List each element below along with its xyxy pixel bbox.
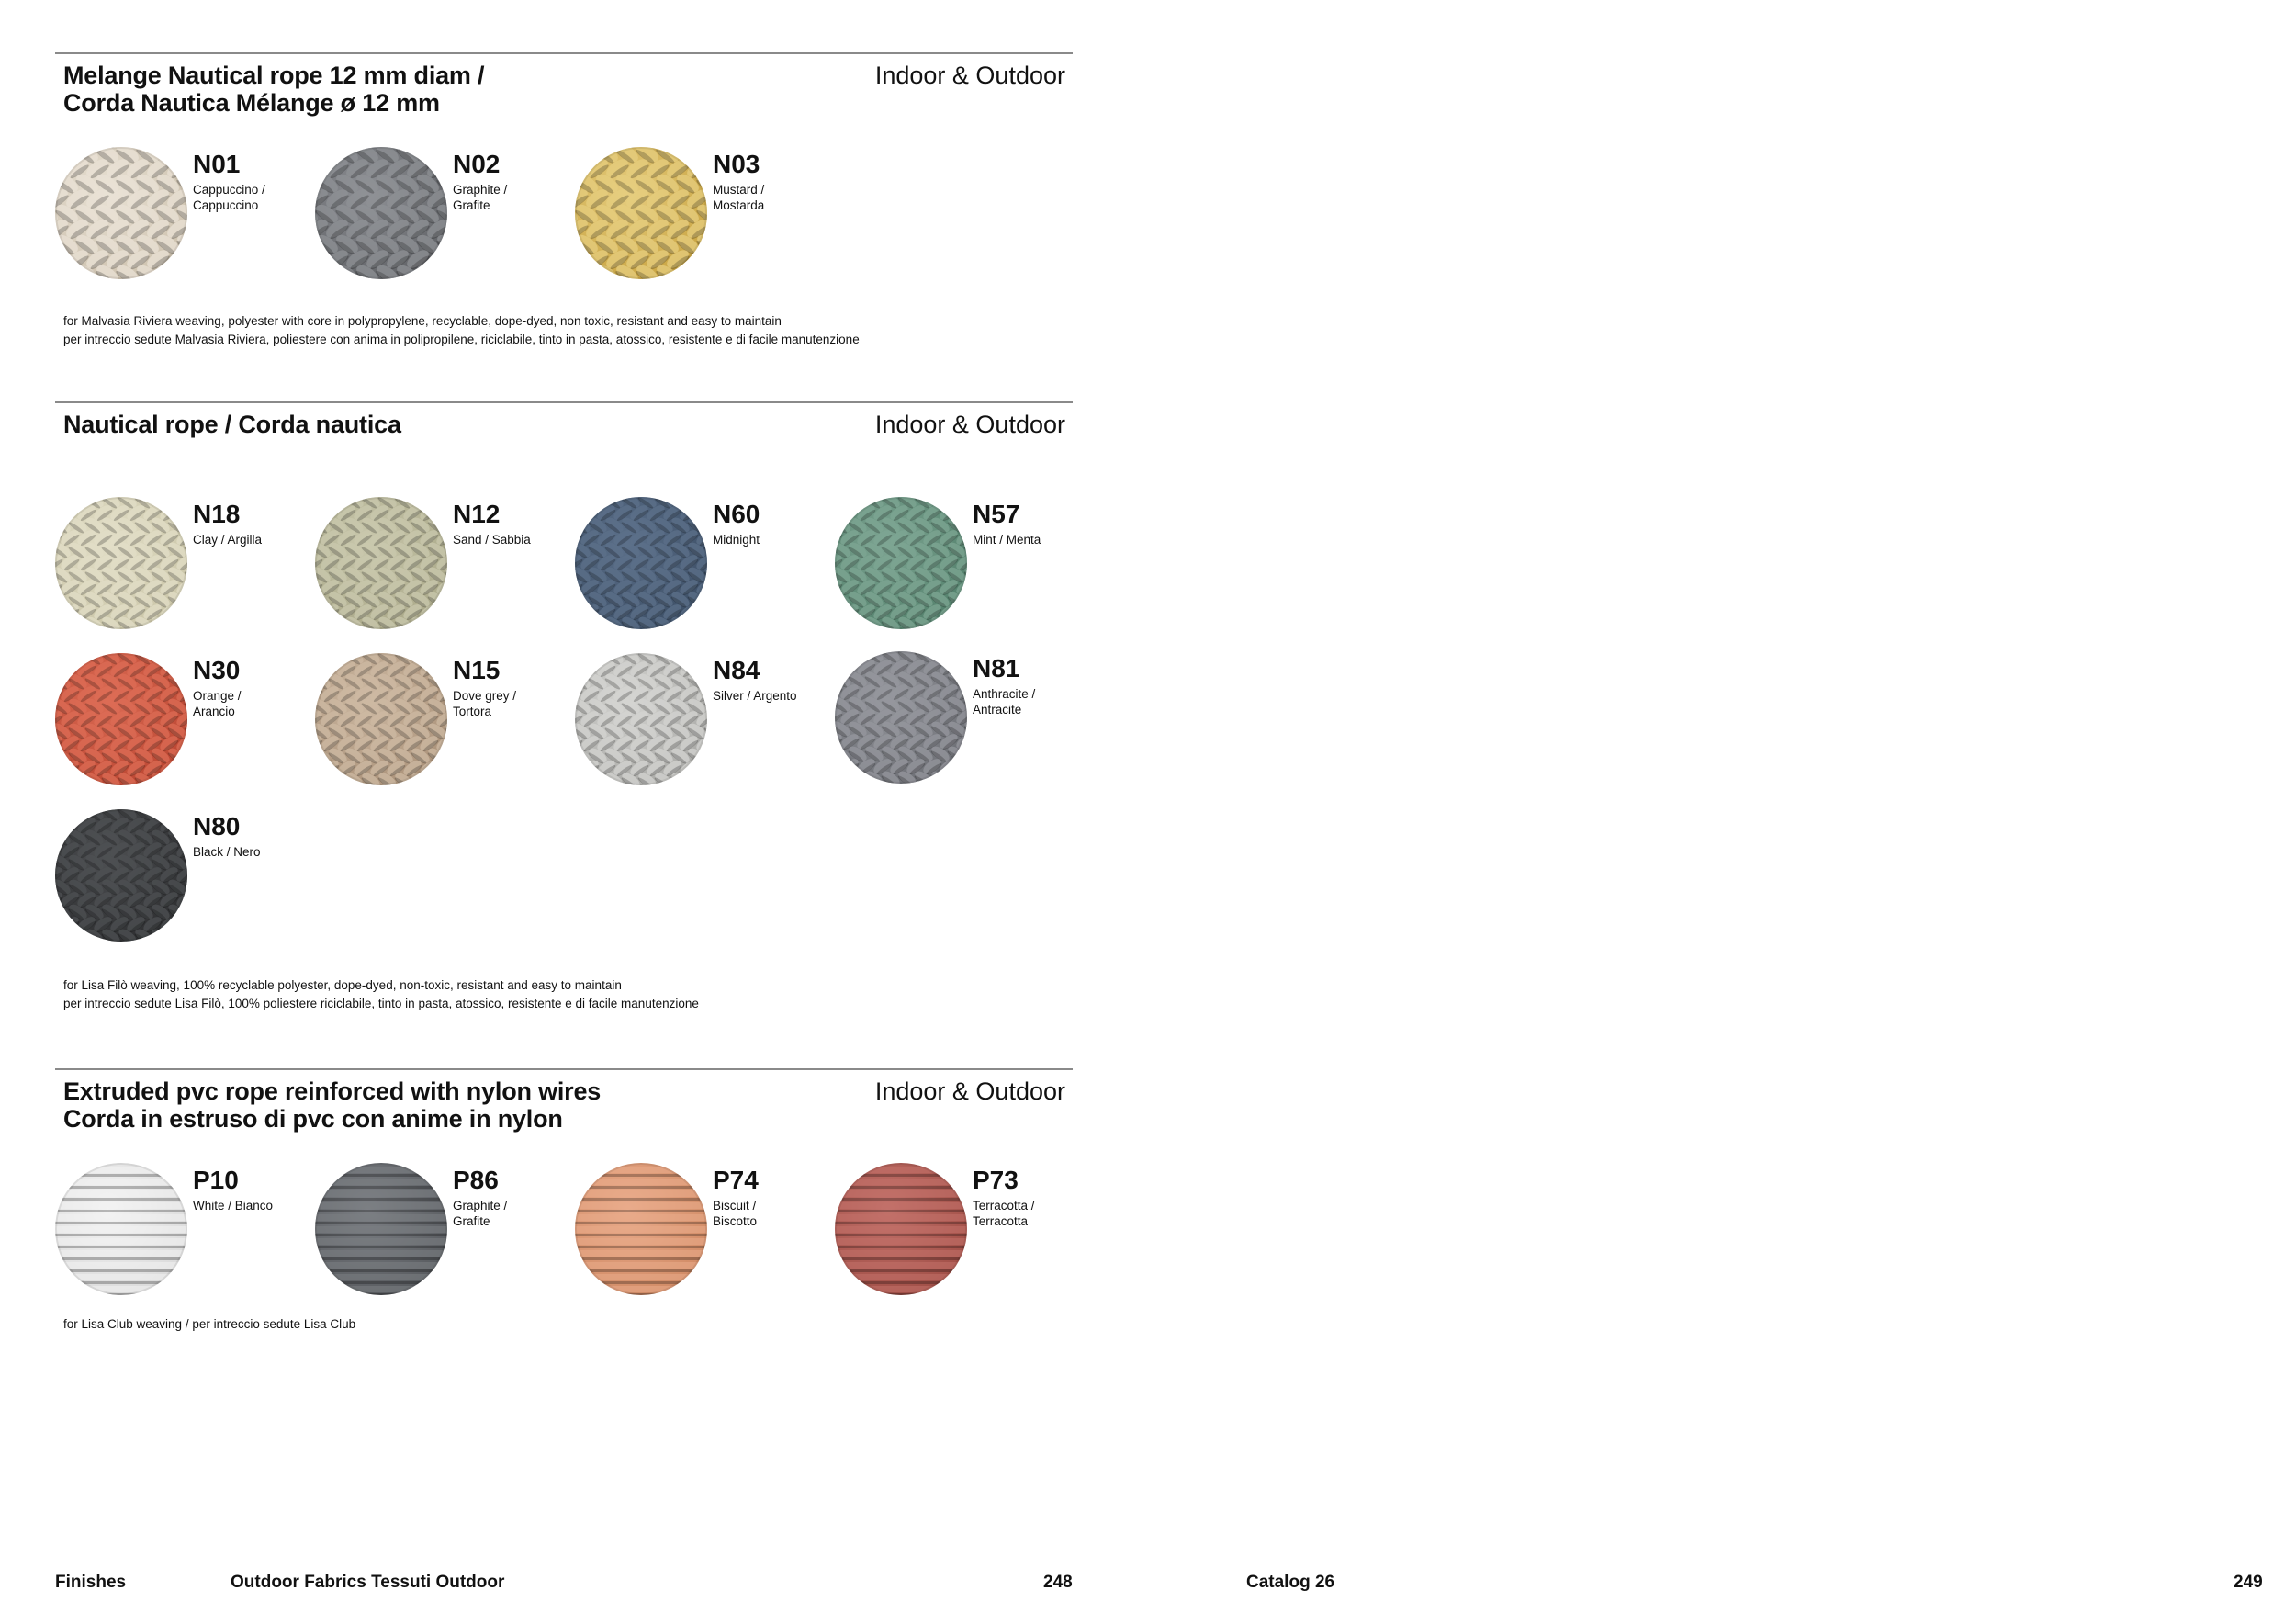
swatch-image: [835, 1163, 967, 1295]
swatch-color-name-line: Midnight: [713, 533, 760, 547]
swatch-color-name-line: Clay / Argilla: [193, 533, 263, 547]
page-number: 248: [1043, 1573, 1073, 1592]
swatch-color-name-line: Biscotto: [713, 1214, 758, 1228]
swatch-color-name-line: Cappuccino: [193, 198, 259, 212]
swatch-image: [315, 147, 447, 279]
material-note: [63, 312, 860, 349]
usage-label: Indoor & Outdoor: [874, 62, 1065, 89]
swatch-p10: [55, 1163, 314, 1301]
section-divider: [55, 401, 1073, 403]
swatch-code: N02: [453, 150, 501, 178]
swatch-texture: [315, 147, 447, 279]
swatch-code: N81: [973, 654, 1020, 682]
material-note: [63, 976, 699, 1013]
swatch-texture: [55, 147, 187, 279]
swatch-color-name: [193, 532, 308, 547]
swatch-color-name: [713, 182, 827, 213]
swatch-code: P73: [973, 1166, 1019, 1194]
footer-section-label: Finishes: [55, 1573, 127, 1592]
swatch-color-name: [713, 532, 827, 547]
section-divider: [55, 52, 1073, 54]
swatch-color-name: [973, 686, 1087, 717]
section-melange-rope: [55, 52, 1073, 355]
swatch-code: N30: [193, 656, 241, 684]
swatch-color-name-line: Graphite /: [453, 183, 508, 197]
swatch-p73: [835, 1163, 1094, 1301]
section-title-line: Extruded pvc rope reinforced with nylon wires: [63, 1077, 602, 1105]
swatch-n18: [55, 497, 314, 635]
swatch-color-name: [973, 532, 1087, 547]
material-note-line: for Malvasia Riviera weaving, polyester with core in polypropylene, recyclable, dope-dyed, non toxic, resistant and easy to maintain: [63, 314, 782, 328]
swatch-image: [55, 1163, 187, 1295]
swatch-image: [55, 147, 187, 279]
swatch-n12: [315, 497, 574, 635]
right-page: [1148, 0, 2296, 1624]
swatch-code: N80: [193, 812, 241, 840]
section-title-line: Corda in estruso di pvc con anime in nylon: [63, 1105, 563, 1133]
swatch-p86: [315, 1163, 574, 1301]
swatch-image: [575, 1163, 707, 1295]
swatch-color-name-line: Dove grey /: [453, 689, 517, 703]
swatch-color-name: [453, 1198, 568, 1229]
swatch-color-name: [713, 1198, 827, 1229]
swatch-color-name: [973, 1198, 1087, 1229]
swatch-color-name-line: White / Bianco: [193, 1199, 274, 1212]
swatch-texture: [55, 653, 187, 785]
swatch-color-name-line: Black / Nero: [193, 845, 261, 859]
swatch-texture: [575, 653, 707, 785]
swatch-code: N84: [713, 656, 760, 684]
swatch-color-name-line: Sand / Sabbia: [453, 533, 531, 547]
swatch-color-name-line: Tortora: [453, 705, 492, 718]
swatch-image: [55, 653, 187, 785]
swatch-color-name-line: Cappuccino /: [193, 183, 265, 197]
section-title-line: Nautical rope / Corda nautica: [63, 411, 401, 438]
swatch-color-name-line: Silver / Argento: [713, 689, 797, 703]
swatch-n57: [835, 497, 1094, 635]
swatch-texture: [55, 1163, 187, 1295]
swatch-color-name: [713, 688, 827, 704]
swatch-n30: [55, 653, 314, 791]
swatch-color-name: [193, 688, 308, 719]
swatch-image: [575, 497, 707, 629]
swatch-texture: [835, 651, 967, 784]
section-title-line: Melange Nautical rope 12 mm diam /: [63, 62, 485, 89]
swatch-texture: [835, 1163, 967, 1295]
material-note-line: per intreccio sedute Malvasia Riviera, poliestere con anima in polipropilene, riciclabile, tinto in pasta, atossico, resistente e di facile manutenzione: [63, 333, 860, 346]
swatch-image: [315, 1163, 447, 1295]
swatch-image: [315, 653, 447, 785]
swatch-code: P74: [713, 1166, 759, 1194]
swatch-color-name: [193, 182, 308, 213]
page-number: 249: [2234, 1573, 2263, 1592]
swatch-color-name-line: Antracite: [973, 703, 1022, 716]
swatch-texture: [55, 809, 187, 942]
section-title: [63, 62, 484, 117]
material-note-line: for Lisa Club weaving / per intreccio sedute Lisa Club: [63, 1317, 356, 1331]
swatch-code: N03: [713, 150, 760, 178]
section-title-line: Corda Nautica Mélange ø 12 mm: [63, 89, 440, 117]
footer-catalog-label: Catalog 26: [1246, 1573, 1335, 1592]
swatch-texture: [575, 1163, 707, 1295]
swatch-image: [315, 497, 447, 629]
swatch-texture: [315, 653, 447, 785]
swatch-image: [55, 497, 187, 629]
swatch-n15: [315, 653, 574, 791]
swatch-code: P86: [453, 1166, 499, 1194]
swatch-image: [835, 651, 967, 784]
usage-label: Indoor & Outdoor: [874, 1077, 1065, 1105]
swatch-n03: [575, 147, 834, 285]
swatch-code: N12: [453, 500, 501, 528]
material-note-line: for Lisa Filò weaving, 100% recyclable polyester, dope-dyed, non-toxic, resistant and easy to maintain: [63, 978, 622, 992]
swatch-texture: [835, 497, 967, 629]
swatch-color-name-line: Terracotta: [973, 1214, 1029, 1228]
swatch-color-name: [193, 1198, 308, 1213]
swatch-n81: [835, 651, 1094, 789]
material-note-line: per intreccio sedute Lisa Filò, 100% poliestere riciclabile, tinto in pasta, atossico, resistente e di facile manutenzione: [63, 997, 699, 1010]
swatch-code: N18: [193, 500, 241, 528]
swatch-color-name: [453, 182, 568, 213]
swatch-color-name-line: Anthracite /: [973, 687, 1036, 701]
swatch-color-name: [453, 688, 568, 719]
swatch-color-name: [453, 532, 568, 547]
usage-label: Indoor & Outdoor: [874, 411, 1065, 438]
section-divider: [55, 1068, 1073, 1070]
swatch-color-name-line: Arancio: [193, 705, 235, 718]
swatch-code: N57: [973, 500, 1020, 528]
footer-chapter-title: Outdoor Fabrics Tessuti Outdoor: [231, 1573, 505, 1592]
swatch-color-name-line: Orange /: [193, 689, 242, 703]
swatch-color-name-line: Biscuit /: [713, 1199, 757, 1212]
swatch-code: N15: [453, 656, 501, 684]
swatch-color-name-line: Mostarda: [713, 198, 765, 212]
swatch-n80: [55, 809, 314, 947]
swatch-texture: [315, 1163, 447, 1295]
swatch-color-name-line: Graphite /: [453, 1199, 508, 1212]
swatch-color-name-line: Grafite: [453, 198, 490, 212]
section-nautical-rope: [55, 401, 1073, 1026]
swatch-image: [835, 497, 967, 629]
material-note: [63, 1315, 355, 1334]
swatch-n01: [55, 147, 314, 285]
swatch-n84: [575, 653, 834, 791]
swatch-texture: [575, 497, 707, 629]
swatch-color-name-line: Terracotta /: [973, 1199, 1035, 1212]
swatch-color-name-line: Grafite: [453, 1214, 490, 1228]
swatch-texture: [55, 497, 187, 629]
swatch-image: [575, 653, 707, 785]
swatch-color-name: [193, 844, 308, 860]
section-pvc-rope: [55, 1068, 1073, 1344]
swatch-code: N60: [713, 500, 760, 528]
swatch-code: N01: [193, 150, 241, 178]
swatch-color-name-line: Mustard /: [713, 183, 765, 197]
swatch-image: [55, 809, 187, 942]
section-title: [63, 411, 401, 438]
swatch-color-name-line: Mint / Menta: [973, 533, 1041, 547]
swatch-code: P10: [193, 1166, 239, 1194]
swatch-n02: [315, 147, 574, 285]
section-title: [63, 1077, 601, 1133]
swatch-texture: [575, 147, 707, 279]
swatch-image: [575, 147, 707, 279]
swatch-p74: [575, 1163, 834, 1301]
swatch-n60: [575, 497, 834, 635]
swatch-texture: [315, 497, 447, 629]
